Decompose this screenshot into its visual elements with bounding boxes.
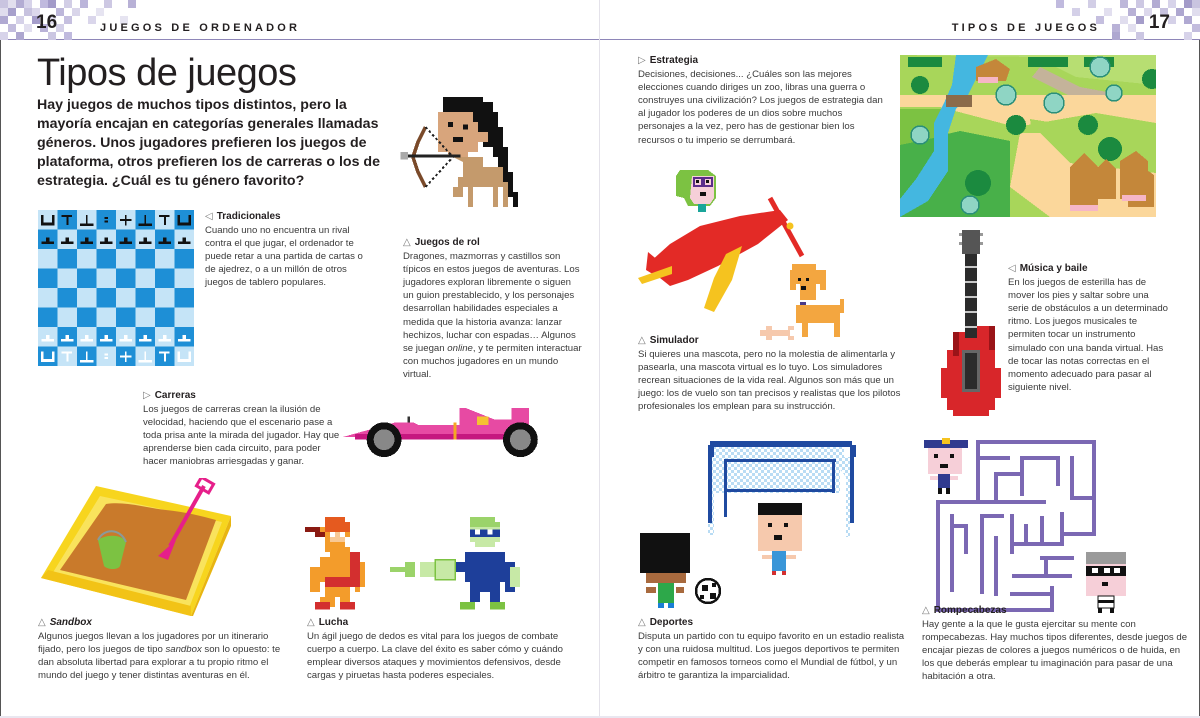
section-heading: Lucha: [318, 617, 349, 628]
intro-paragraph: Hay juegos de muchos tipos distintos, pero la mayoría encajan en categorías generales llamadas géneros. Unos jugadores prefieren los juegos de plataforma, otros prefieren los de carreras o los de estrategia. ¿Cuál es tu género favorito?: [37, 97, 380, 189]
section-sandbox: [38, 616, 288, 682]
guitar-icon: [935, 230, 1007, 416]
section-heading: Estrategia: [649, 55, 699, 66]
section-carreras: [143, 389, 343, 469]
page-title: Tipos de juegos: [37, 52, 297, 94]
section-musica-y-baile: [1008, 262, 1168, 394]
up-arrow-icon: △: [638, 617, 646, 628]
sandbox-icon: [36, 478, 236, 618]
strategy-map-icon: [900, 55, 1156, 217]
centaur-archer-icon: [398, 92, 523, 227]
section-heading: Rompecabezas: [933, 605, 1007, 616]
section-body: Si quieres una mascota, pero no la molestia de alimentarla y pasearla, una mascota virtual es lo tuyo. Los simuladores recrean situaciones de la vida real. Algunos son más que un juego: los de vuelo son tan precisos y realistas que los pilotos profesionales los emplean para su instrucción.: [638, 349, 901, 413]
running-title-left: JUEGOS DE ORDENADOR: [100, 22, 301, 34]
section-lucha: [307, 616, 577, 682]
section-body: Los juegos de carreras crean la ilusión de velocidad, haciendo que el escenario pase a toda prisa ante la mirada del jugador. Hay que aprenderse bien cada circuito, para poder hacer maniobras arriesgadas y ganar.: [143, 404, 340, 468]
section-body: Cuando uno no encuentra un rival contra el que jugar, el ordenador te puede retar a una partida de cartas o de ajedrez, o a un millón de otros juegos de tablero populares.: [205, 225, 363, 289]
left-arrow-icon: ◁: [1008, 263, 1016, 274]
section-simulador: [638, 334, 908, 414]
up-arrow-icon: △: [638, 335, 646, 346]
plane-and-dog-icon: [638, 162, 868, 340]
section-body: Dragones, mazmorras y castillos son típicos en estos juegos de aventuras. Los jugadores exploran libremente o siguen un guion prestablecido, y los personajes desarrollan habilidades especiales a medida que la historia avanza: lanzar hechizos, luchar con espadas… Algunos se juegan online, y te permiten interactuar con muchos jugadores en un mundo virtual.: [403, 251, 582, 380]
section-body: Un ágil juego de dedos es vital para los juegos de combate cuerpo a cuerpo. La clave del éxito es saber cómo y cuándo emplear diversos ataques y movimientos defensivos, desde cargas y piruetas hasta poderes especiales.: [307, 631, 563, 682]
right-arrow-icon: ▷: [638, 55, 646, 66]
race-car-icon: [340, 402, 550, 460]
page-header: [0, 0, 1200, 40]
right-arrow-icon: ▷: [143, 390, 151, 401]
up-arrow-icon: △: [922, 605, 930, 616]
section-heading: Sandbox: [49, 617, 92, 628]
section-heading: Tradicionales: [216, 211, 281, 222]
section-body: En los juegos de esterilla has de mover los pies y saltar sobre una serie de obstáculos a un determinado ritmo. Los juegos musicales te permiten tocar un instrumento simulado con una banda virtual. Has de tocar las notas correctas en el momento adecuado para pasar al siguiente nivel.: [1008, 277, 1168, 393]
section-body: Algunos juegos llevan a los jugadores por un itinerario fijado, pero los juegos de tipo sandbox son lo opuesto: te dan absoluta libertad para explorar a tu propio ritmo el mundo del juego y tener distintas aventuras en él.: [38, 631, 281, 682]
page-edge-left: [0, 40, 1, 718]
section-body: Decisiones, decisiones... ¿Cuáles son las mejores elecciones cuando diriges un zoo, libras una guerra o construyes una civilización? Los juegos de estrategia dan al jugador los poderes de un dios sobre muchos personajes a la vez, pero has de gestionar bien los recursos o tu imperio se derrumbará.: [638, 69, 883, 146]
section-juegos-de-rol: [403, 236, 583, 381]
page-number-left: 16: [36, 12, 58, 33]
up-arrow-icon: △: [38, 617, 46, 628]
section-heading: Juegos de rol: [414, 237, 480, 248]
fighters-icon: [305, 512, 550, 612]
page-number-right: 17: [1148, 12, 1170, 33]
up-arrow-icon: △: [403, 237, 411, 248]
page-spine: [599, 0, 600, 718]
left-arrow-icon: ◁: [205, 211, 213, 222]
maze-icon: [920, 436, 1160, 614]
section-estrategia: [638, 54, 888, 147]
section-tradicionales: [205, 210, 365, 290]
section-heading: Simulador: [649, 335, 699, 346]
section-body: Hay gente a la que le gusta ejercitar su mente con rompecabezas. Hay muchos tipos diferentes, desde juegos de encajar piezas de colores a juegos numéricos o de huida, en los que deberás emplear tu imaginación para pasar de una habitación a otra.: [922, 619, 1188, 683]
up-arrow-icon: △: [307, 617, 315, 628]
section-heading: Música y baile: [1019, 263, 1088, 274]
section-body: Disputa un partido con tu equipo favorito en un estadio realista y con una ruidosa multitud. Los juegos deportivos te permiten competir en famosos torneos como el Mundial de fútbol, y un árbitro te garantiza la imparcialidad.: [638, 631, 905, 682]
running-title-right: TIPOS DE JUEGOS: [951, 22, 1100, 34]
section-deportes: [638, 616, 908, 682]
section-rompecabezas: [922, 604, 1192, 684]
section-heading: Carreras: [154, 390, 196, 401]
football-goal-icon: [638, 437, 888, 612]
section-heading: Deportes: [649, 617, 694, 628]
chessboard-icon: [38, 210, 194, 366]
